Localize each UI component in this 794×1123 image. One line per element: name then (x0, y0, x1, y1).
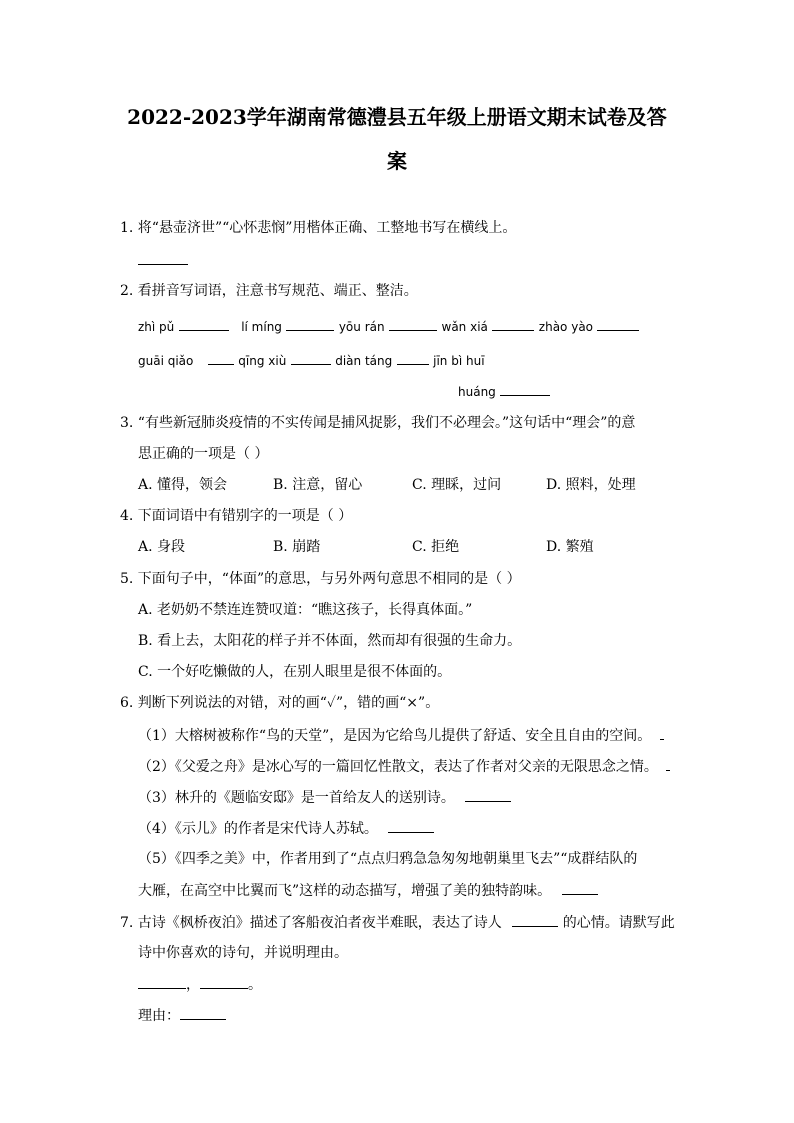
pinyin-7: qīng xiù (238, 354, 287, 368)
q3-option-d[interactable]: D. 照料，处理 (546, 477, 636, 493)
question-5: 5. 下面句子中，“体面”的意思，与另外两句意思不相同的是（ ） (120, 571, 521, 587)
answer-blank[interactable] (500, 381, 550, 396)
answer-blank[interactable] (138, 974, 186, 989)
reason-label: 理由： (138, 1008, 180, 1024)
pinyin-5: zhào yào (538, 320, 594, 334)
question-1: 1. 将“悬壶济世”“心怀悲悯”用楷体正确、工整地书写在横线上。 (120, 220, 517, 236)
q2-pinyin-row-2 (138, 350, 485, 371)
question-2: 2. 看拼音写词语，注意书写规范、端正、整洁。 (120, 283, 418, 299)
question-3: 3. “有些新冠肺炎疫情的不实传闻是捕风捉影，我们不必理会。”这句话中“理会”的意 (120, 415, 636, 431)
answer-blank[interactable] (397, 350, 429, 365)
q6-item-4-text: （4）《示儿》的作者是宋代诗人苏轼。 (138, 821, 378, 837)
question-6: 6. 判断下列说法的对错，对的画“✓”，错的画“×”。 (120, 695, 440, 711)
question-4: 4. 下面词语中有错别字的一项是（ ） (120, 508, 353, 524)
q6-item-5-continued (138, 880, 598, 901)
pinyin-2: lí míng (241, 320, 282, 334)
q6-item-1 (138, 725, 664, 746)
answer-blank[interactable] (389, 316, 437, 331)
answer-blank[interactable] (208, 350, 234, 365)
q5-option-a[interactable]: A. 老奶奶不禁连连赞叹道：“瞧这孩子，长得真体面。” (138, 602, 473, 618)
period: 。 (248, 977, 262, 993)
answer-blank[interactable] (388, 818, 434, 833)
page-title: 2022-2023学年湖南常德澧县五年级上册语文期末试卷及答 (127, 105, 667, 129)
answer-blank[interactable] (180, 1005, 226, 1020)
q7-reason (138, 1005, 226, 1026)
pinyin-9: jīn bì huī (433, 354, 485, 368)
answer-blank[interactable] (660, 725, 664, 740)
pinyin-4: wǎn xiá (441, 320, 488, 334)
pinyin-3: yōu rán (338, 320, 385, 334)
answer-blank[interactable] (465, 787, 511, 802)
q6-item-2-text: （2）《父爱之舟》是冰心写的一篇回忆性散文，表达了作者对父亲的无限思念之情。 (138, 759, 658, 775)
pinyin-6: guāi qiǎo (138, 354, 194, 368)
question-3-continued: 思正确的一项是（ ） (138, 446, 269, 462)
q5-option-b[interactable]: B. 看上去，太阳花的样子并不体面，然而却有很强的生命力。 (138, 633, 522, 649)
answer-blank[interactable] (179, 316, 229, 331)
q6-item-4 (138, 818, 434, 839)
q2-pinyin-row-1 (138, 316, 639, 337)
pinyin-1: zhì pǔ (138, 320, 175, 334)
q6-item-3 (138, 787, 511, 808)
q4-option-a[interactable]: A. 身段 (138, 539, 186, 555)
q6-item-2 (138, 756, 670, 777)
q6-item-1-text: （1）大榕树被称作“鸟的天堂”，是因为它给鸟儿提供了舒适、安全且自由的空间。 (138, 728, 652, 744)
q7-poem-blanks (138, 974, 262, 995)
answer-blank[interactable] (512, 912, 558, 927)
answer-blank[interactable] (291, 350, 331, 365)
question-7 (120, 912, 675, 933)
q1-answer-blank[interactable] (138, 250, 188, 271)
question-7-text: 7. 古诗《枫桥夜泊》描述了客船夜泊者夜半难眠，表达了诗人 (120, 915, 502, 931)
q6-item-5: （5）《四季之美》中，作者用到了“点点归鸦急急匆匆地朝巢里飞去”“成群结队的 (138, 851, 638, 867)
q2-pinyin-row-3 (458, 381, 550, 402)
answer-blank[interactable] (286, 316, 334, 331)
q4-option-c[interactable]: C. 拒绝 (412, 539, 460, 555)
q4-option-d[interactable]: D. 繁殖 (546, 539, 594, 555)
q3-option-c[interactable]: C. 理睬，过问 (412, 477, 502, 493)
question-7-continued: 诗中你喜欢的诗句，并说明理由。 (138, 945, 348, 961)
question-7-text-after: 的心情。请默写此 (562, 915, 675, 931)
answer-blank[interactable] (666, 756, 670, 771)
answer-blank[interactable] (562, 880, 598, 895)
q6-item-3-text: （3）林升的《题临安邸》是一首给友人的送别诗。 (138, 790, 455, 806)
answer-blank[interactable] (597, 316, 639, 331)
pinyin-8: diàn táng (335, 354, 393, 368)
q6-item-5-text: 大雁，在高空中比翼而飞”这样的动态描写，增强了美的独特韵味。 (138, 883, 552, 899)
q3-option-b[interactable]: B. 注意，留心 (273, 477, 363, 493)
comma: ， (186, 977, 200, 993)
q5-option-c[interactable]: C. 一个好吃懒做的人，在别人眼里是很不体面的。 (138, 664, 452, 680)
q3-option-a[interactable]: A. 懂得，领会 (138, 477, 228, 493)
answer-blank[interactable] (200, 974, 248, 989)
q4-option-b[interactable]: B. 崩踏 (273, 539, 321, 555)
page-title-continued: 案 (387, 149, 407, 173)
answer-blank[interactable] (492, 316, 534, 331)
pinyin-10: huáng (458, 385, 496, 399)
